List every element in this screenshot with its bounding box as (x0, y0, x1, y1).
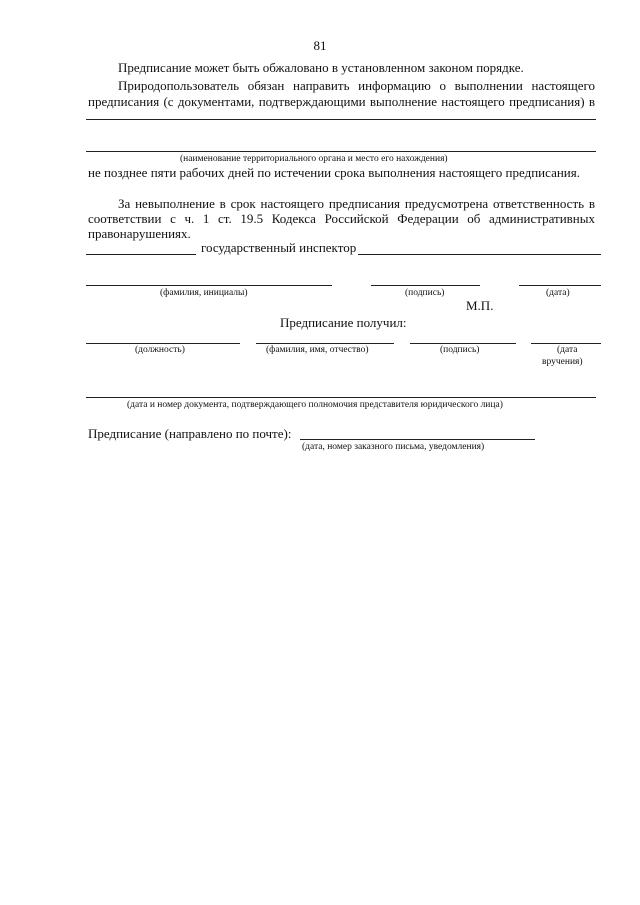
blank-line-authority-document (86, 397, 596, 398)
caption-authority-document: (дата и номер документа, подтверждающего полномочия представителя юридического лица) (127, 400, 503, 410)
liability-line-1: За невыполнение в срок настоящего предписания предусмотрена ответственность в (118, 196, 595, 211)
page-number: 81 (313, 38, 327, 53)
obligation-line-1: Природопользователь обязан направить информацию о выполнении настоящего (118, 78, 595, 93)
caption-position: (должность) (135, 345, 185, 355)
caption-signature-1: (подпись) (405, 288, 445, 298)
blank-line-territorial-2 (86, 151, 596, 152)
deadline-line: не позднее пяти рабочих дней по истечении срока выполнения настоящего предписания. (88, 165, 580, 180)
caption-delivery-date-line-1: (дата (557, 345, 578, 355)
blank-line-mail (300, 439, 535, 440)
caption-territorial-body: (наименование территориального органа и место его нахождения) (180, 154, 448, 164)
liability-line-2: соответствии с ч. 1 ст. 19.5 Кодекса Российской Федерации об административных (88, 211, 595, 226)
blank-line-inspector-suffix (358, 254, 601, 255)
appeal-paragraph: Предписание может быть обжаловано в установленном законом порядке. (118, 60, 524, 75)
mailed-label: Предписание (направлено по почте): (88, 426, 292, 441)
inspector-label: государственный инспектор (201, 240, 357, 255)
caption-delivery-date-line-2: вручения) (542, 357, 583, 367)
blank-line-date-1 (519, 285, 601, 286)
blank-line-full-name (256, 343, 394, 344)
blank-line-inspector-prefix (86, 254, 196, 255)
blank-line-fio-initials (86, 285, 332, 286)
caption-date-1: (дата) (546, 288, 570, 298)
caption-mail: (дата, номер заказного письма, уведомления) (302, 442, 485, 452)
caption-fio-initials: (фамилия, инициалы) (160, 288, 248, 298)
blank-line-signature-1 (371, 285, 480, 286)
blank-line-delivery-date (531, 343, 601, 344)
obligation-line-2: предписания (с документами, подтверждающими выполнение настоящего предписания) в (88, 94, 595, 109)
blank-line-position (86, 343, 240, 344)
caption-signature-2: (подпись) (440, 345, 480, 355)
blank-line-signature-2 (410, 343, 516, 344)
liability-line-3: правонарушениях. (88, 226, 191, 241)
stamp-mark: М.П. (466, 298, 494, 313)
blank-line-territorial-1 (86, 119, 596, 120)
caption-full-name: (фамилия, имя, отчество) (266, 345, 369, 355)
received-label: Предписание получил: (280, 315, 407, 330)
